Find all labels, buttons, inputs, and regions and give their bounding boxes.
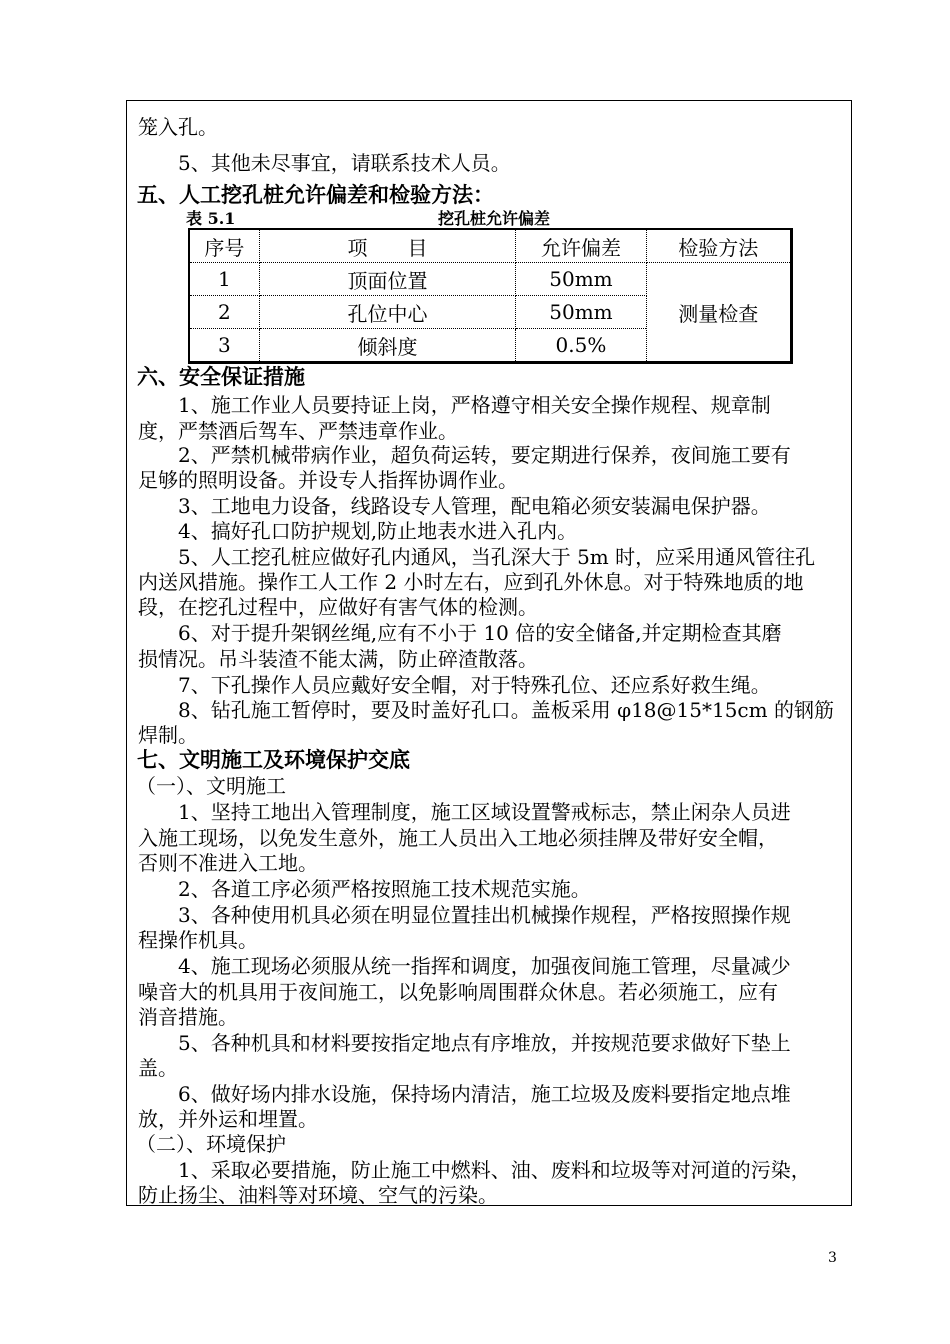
text-line: 否则不准进入工地。 — [138, 851, 318, 875]
table-cell: 0.5% — [516, 329, 646, 363]
table-cell: 顶面位置 — [259, 263, 516, 296]
text-line: 7、下孔操作人员应戴好安全帽，对于特殊孔位、还应系好救生绳。 — [178, 673, 771, 697]
text-line: 1、采取必要措施，防止施工中燃料、油、废料和垃圾等对河道的污染， — [178, 1158, 811, 1182]
table-cell: 孔位中心 — [259, 296, 516, 329]
table-cell: 倾斜度 — [259, 329, 516, 363]
table-header: 序号 — [189, 229, 259, 263]
text-line: 2、各道工序必须严格按照施工技术规范实施。 — [178, 877, 591, 901]
table-header: 允许偏差 — [516, 229, 646, 263]
text-line: 5、人工挖孔桩应做好孔内通风，当孔深大于 5m 时，应采用通风管往孔 — [178, 545, 816, 569]
text-line: 度，严禁酒后驾车、严禁违章作业。 — [138, 419, 458, 443]
text-line: 5、其他未尽事宜，请联系技术人员。 — [178, 151, 511, 175]
table-header: 检验方法 — [646, 229, 791, 263]
table-cell: 50mm — [516, 263, 646, 296]
text-line: 1、坚持工地出入管理制度，施工区域设置警戒标志，禁止闲杂人员进 — [178, 800, 791, 824]
text-line: 笼入孔。 — [138, 115, 218, 139]
section-heading-6: 六、安全保证措施 — [137, 364, 305, 389]
text-line: 消音措施。 — [138, 1005, 238, 1029]
table-cell: 50mm — [516, 296, 646, 329]
text-line: 放，并外运和埋置。 — [138, 1107, 318, 1131]
table-cell-method: 测量检查 — [646, 263, 791, 363]
text-line: 内送风措施。操作工人工作 2 小时左右，应到孔外休息。对于特殊地质的地 — [138, 570, 804, 594]
text-line: 盖。 — [138, 1056, 178, 1080]
subsection-heading: （一）、文明施工 — [136, 774, 286, 798]
table-number: 表 5.1 — [186, 209, 236, 228]
section-heading-7: 七、文明施工及环境保护交底 — [137, 747, 410, 772]
table-cell: 1 — [189, 263, 259, 296]
table-cell: 3 — [189, 329, 259, 363]
text-line: 6、对于提升架钢丝绳,应有不小于 10 倍的安全储备,并定期检查其磨 — [178, 621, 782, 645]
text-line: 入施工现场，以免发生意外，施工人员出入工地必须挂牌及带好安全帽， — [138, 826, 778, 850]
text-line: 2、严禁机械带病作业，超负荷运转，要定期进行保养，夜间施工要有 — [178, 443, 791, 467]
text-line: 6、做好场内排水设施，保持场内清洁，施工垃圾及废料要指定地点堆 — [178, 1082, 791, 1106]
table-title: 挖孔桩允许偏差 — [438, 209, 551, 228]
text-line: 4、施工现场必须服从统一指挥和调度，加强夜间施工管理，尽量减少 — [178, 954, 791, 978]
text-line: 4、搞好孔口防护规划,防止地表水进入孔内。 — [178, 519, 578, 543]
table-header-row — [189, 229, 792, 263]
text-line: 程操作机具。 — [138, 928, 258, 952]
table-row — [189, 263, 792, 296]
text-line: 焊制。 — [138, 723, 198, 747]
table-header: 项 目 — [259, 229, 516, 263]
text-line: 损情况。吊斗装渣不能太满，防止碎渣散落。 — [138, 647, 538, 671]
section-heading-5: 五、人工挖孔桩允许偏差和检验方法： — [137, 182, 494, 207]
text-line: 5、各种机具和材料要按指定地点有序堆放，并按规范要求做好下垫上 — [178, 1031, 791, 1055]
text-line: 段，在挖孔过程中，应做好有害气体的检测。 — [138, 595, 538, 619]
text-line: 3、工地电力设备，线路设专人管理，配电箱必须安装漏电保护器。 — [178, 494, 771, 518]
table-cell: 2 — [189, 296, 259, 329]
text-line: 8、钻孔施工暂停时，要及时盖好孔口。盖板采用 φ18@15*15cm 的钢筋 — [178, 698, 834, 722]
page-number: 3 — [828, 1250, 837, 1266]
text-line: 噪音大的机具用于夜间施工，以免影响周围群众休息。若必须施工，应有 — [138, 980, 778, 1004]
text-line: 防止扬尘、油料等对环境、空气的污染。 — [138, 1183, 498, 1207]
deviation-table — [188, 228, 793, 364]
text-line: 3、各种使用机具必须在明显位置挂出机械操作规程，严格按照操作规 — [178, 903, 791, 927]
text-line: 足够的照明设备。并设专人指挥协调作业。 — [138, 468, 518, 492]
subsection-heading: （二）、环境保护 — [136, 1132, 286, 1156]
text-line: 1、施工作业人员要持证上岗，严格遵守相关安全操作规程、规章制 — [178, 393, 771, 417]
